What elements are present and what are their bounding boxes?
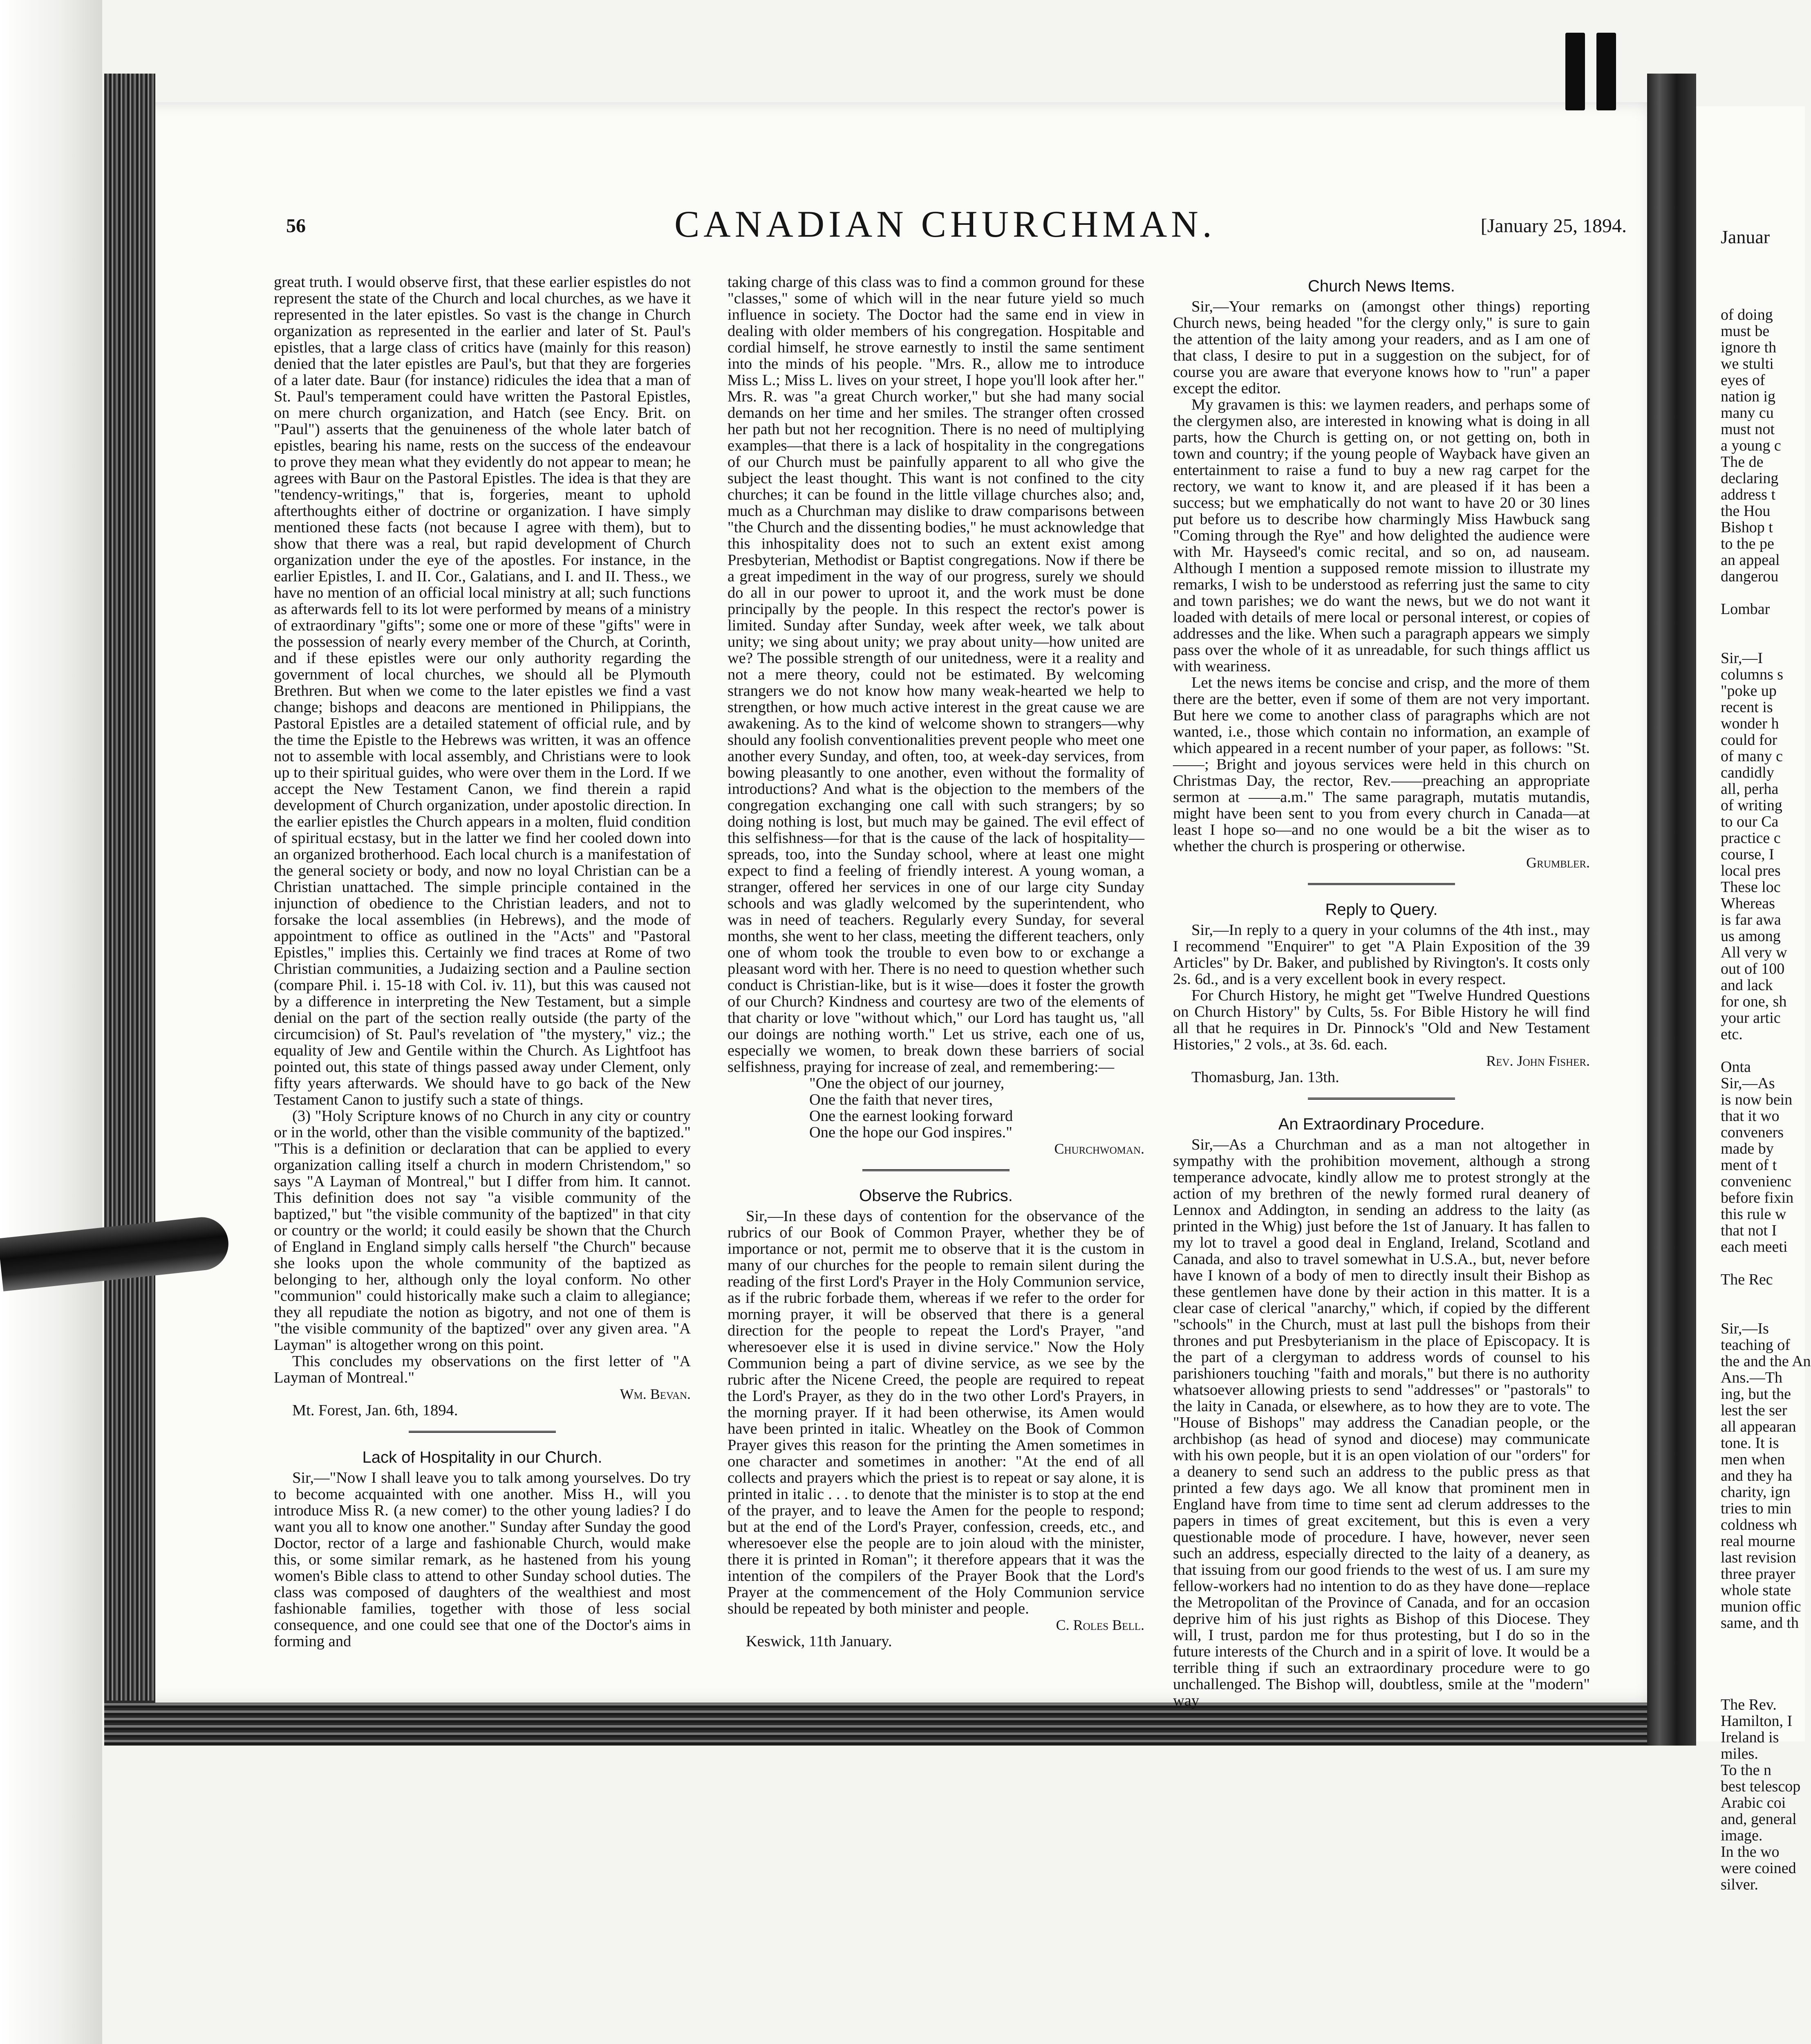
section-heading: Reply to Query.: [1325, 901, 1438, 919]
adjacent-page-line: teaching of: [1721, 1336, 1790, 1354]
article-paragraph: Sir,—In reply to a query in your columns of the 4th inst., may I recommend "Enquirer" to get "A Plain Exposition of the 39 Articles" by Dr. Baker, and published by Rivington's. It costs only 2s. 6d., and is a very excellent book in every respect.: [1173, 921, 1590, 988]
signature: C. Roles Bell.: [1056, 1617, 1144, 1633]
adjacent-page-line: Lombar: [1721, 601, 1770, 618]
scan-background: [0, 0, 102, 2044]
section-heading: Church News Items.: [1307, 277, 1455, 295]
adjacent-page-line: Ans.—Th: [1721, 1369, 1782, 1386]
adjacent-page-line: of writing: [1721, 797, 1782, 814]
book-page-edges: [104, 74, 155, 1737]
column-2: [728, 274, 1144, 1650]
newspaper-title: CANADIAN CHURCHMAN.: [674, 203, 1216, 245]
article-paragraph: (3) "Holy Scripture knows of no Church in any city or country or in the world, other than the visible community of the baptized." "This is a definition or declaration that can be applied to every organization calling itself a church in modern Christendom," so says "A Layman of Montreal," but I differ from him. It cannot. This definition does not say "a visible community of the baptized," but "the visible community of the baptized" in that city or country or the world; it could easily be shown that the Church of England in England simply calls herself "the Church" because she looks upon the whole community of the baptized as belonging to her, although only the loyal conform. No other "communion" could historically make such a claim to allegiance; they all repudiate the notion as bigotry, and not one of them is "the visible community of the baptized" over any given area. "A Layman" is altogether wrong on this point.: [274, 1107, 691, 1354]
adjacent-page-line: silver.: [1721, 1876, 1758, 1893]
adjacent-page-line: of many c: [1721, 748, 1783, 765]
place-date: Keswick, 11th January.: [746, 1633, 892, 1650]
section-divider: [1308, 883, 1455, 885]
adjacent-page-line: of doing: [1721, 306, 1773, 323]
adjacent-page-line: [1721, 1647, 1805, 1664]
adjacent-page-line: last revision: [1721, 1549, 1796, 1566]
adjacent-page-line: men when: [1721, 1451, 1785, 1468]
adjacent-page-line: many cu: [1721, 404, 1774, 421]
adjacent-page-line: that it wo: [1721, 1107, 1780, 1125]
adjacent-page-line: Ireland is: [1721, 1729, 1779, 1746]
adjacent-page-line: dangerou: [1721, 568, 1779, 585]
article-paragraph: For Church History, he might get "Twelve Hundred Questions on Church History" by Cults, 5s. For Bible History he will find all that he requires in Dr. Pinnock's "Old and New Testament Histories," 2 vols., at 3s. 6d. each.: [1173, 987, 1590, 1053]
adjacent-page-line: could for: [1721, 731, 1777, 749]
adjacent-page-line: real mourne: [1721, 1533, 1795, 1550]
adjacent-page-line: convenienc: [1721, 1173, 1792, 1190]
poem: [809, 1075, 1144, 1141]
adjacent-page-line: for one, sh: [1721, 993, 1787, 1010]
adjacent-page-line: columns s: [1721, 666, 1784, 683]
adjacent-page-line: that not I: [1721, 1222, 1777, 1239]
article-paragraph: Sir,—Your remarks on (amongst other things) reporting Church news, being headed "for the clergy only," is sure to gain the attention of the laity among your readers, and as I am one of that class, I desire to put in a suggestion on the subject, for of course you are aware that everyone knows how to "run" a paper except the editor.: [1173, 298, 1590, 397]
signature: Churchwoman.: [1054, 1141, 1144, 1157]
adjacent-page-line: [1721, 617, 1805, 634]
adjacent-page-line: course, I: [1721, 846, 1774, 863]
adjacent-page-line: address t: [1721, 486, 1776, 503]
column-1: [274, 274, 691, 1650]
adjacent-page-line: nation ig: [1721, 388, 1776, 405]
adjacent-page-line: must not: [1721, 421, 1775, 438]
adjacent-page-line: best telescop: [1721, 1778, 1801, 1795]
adjacent-page-line: [1721, 1304, 1805, 1320]
adjacent-page-line: The Rec: [1721, 1271, 1773, 1288]
adjacent-page-line: [1721, 1255, 1805, 1271]
adjacent-page-line: In the wo: [1721, 1843, 1780, 1860]
article-paragraph: This concludes my observations on the first letter of "A Layman of Montreal.": [274, 1353, 691, 1386]
adjacent-page-line: is now bein: [1721, 1091, 1793, 1108]
article-paragraph: taking charge of this class was to find a common ground for these "classes," some of which will in the near future yield so much influence in society. The Doctor had the same end in view in dealing with older members of his congregation. Hospitable and cordial himself, he strove earnestly to instil the same sentiment into the minds of his people. "Mrs. R., allow me to introduce Miss L.; Miss L. lives on your street, I hope you'll look after her." Mrs. R. was "a great Church worker," but she had many social demands on her time and her smiles. The stranger often crossed her path but not her recognition. There is no need of multiplying examples—that there is a lack of hospitality in the congregations of our Church must be painfully apparent to all who give the subject the least thought. This want is not confined to the city churches; it can be found in the little village churches also; and, much as a Churchman may dislike to draw comparisons between "the Church and the dissenting bodies," he must acknowledge that this inhospitality does not to such an extent exist among Presbyterian, Methodist or Baptist congregations. Now if there be a great impediment in the way of our progress, surely we should do all in our power to uproot it, and the work must be done principally by the people. In this respect the rector's power is limited. Sunday after Sunday, week after week, we talk about unity; we sing about unity; we pray about unity—how united are we? The possible strength of our unitedness, were it a reality and not a mere theory, could not be estimated. By welcoming strangers we do not know how many weak-hearted we help to strengthen, or how much active interest in the great cause we are awakening. As to the kind of welcome shown to strangers—why should any foolish conventionalities prevent people who meet one another every Sunday, and often, too, at week-day services, from bowing pleasantly to one another, even without the formality of introductions? And what is the objection to the members of the congregation exchanging one call with such strangers; by so doing nothing is lost, but much may be gained. The evil effect of this selfishness—for that is the cause of the lack of hospitality—spreads, too, into the Sunday school, where at least one might expect to find a feeling of friendly interest. A young woman, a stranger, offered her services in one of our large city Sunday schools and was gladly welcomed by the superintendent, who was in need of teachers. Regularly every Sunday, for several months, she went to her class, meeting the different teachers, only one of whom took the trouble to even bow to or exchange a pleasant word with her. There is no need to question whether such conduct is Christian-like, but is it wise—does it foster the growth of our Church? Kindness and courtesy are two of the elements of that charity or love "without which," our Lord has taught us, "all our doings are nothing worth." Let us strive, each one of us, especially we women, to break down these barriers of social selfishness, praying for increase of zeal, and remembering:—: [728, 273, 1145, 1076]
adjacent-page-line: an appeal: [1721, 551, 1780, 569]
adjacent-page-line: and lack: [1721, 977, 1773, 994]
adjacent-page-line: and, general: [1721, 1811, 1797, 1828]
adjacent-page-line: out of 100: [1721, 960, 1785, 977]
registration-mark-top: [1565, 33, 1618, 110]
adjacent-page-line: were coined: [1721, 1860, 1796, 1877]
adjacent-page-line: practice c: [1721, 829, 1781, 847]
adjacent-page-line: and they ha: [1721, 1467, 1793, 1484]
adjacent-page-line: charity, ign: [1721, 1484, 1791, 1501]
adjacent-page-line: ing, but the: [1721, 1385, 1791, 1403]
adjacent-page-line: Hamilton, I: [1721, 1712, 1793, 1730]
adjacent-page-line: Sir,—As: [1721, 1075, 1775, 1092]
adjacent-page-line: [1721, 1664, 1805, 1680]
signature: Wm. Bevan.: [620, 1386, 691, 1402]
adjacent-page-line: the and the An: [1721, 1353, 1811, 1370]
adjacent-page-line: tries to min: [1721, 1500, 1792, 1517]
section-divider: [1308, 1098, 1455, 1100]
section-heading: An Extraordinary Procedure.: [1278, 1115, 1485, 1133]
adjacent-page-line: ment of t: [1721, 1156, 1777, 1174]
adjacent-page-line: the Hou: [1721, 502, 1771, 520]
adjacent-page-line: declaring: [1721, 470, 1779, 487]
place-date: Mt. Forest, Jan. 6th, 1894.: [292, 1402, 458, 1419]
book-gutter: [1647, 74, 1696, 1746]
adjacent-page-line: eyes of: [1721, 372, 1765, 389]
adjacent-page-line: conveners: [1721, 1124, 1784, 1141]
adjacent-page-line: "poke up: [1721, 682, 1777, 699]
place-date: Thomasburg, Jan. 13th.: [1191, 1069, 1339, 1086]
adjacent-page-line: all appearan: [1721, 1418, 1796, 1435]
adjacent-page-line: recent is: [1721, 699, 1773, 716]
adjacent-page-line: ignore th: [1721, 339, 1777, 356]
adjacent-page-line: lest the ser: [1721, 1402, 1787, 1419]
adjacent-page-line: [1721, 585, 1805, 601]
adjacent-page-line: wonder h: [1721, 715, 1779, 732]
page-number: 56: [286, 215, 306, 237]
adjacent-page-line: three prayer: [1721, 1565, 1795, 1582]
adjacent-page-line: Sir,—I: [1721, 650, 1763, 667]
article-paragraph: My gravamen is this: we laymen readers, and perhaps some of the clergymen also, are interested in knowing what is doing in all parts, how the Church is getting on, or not getting on, both in town and country; if the young people of Wayback have given an entertainment to raise a fund to buy a new rag carpet for the rectory, we want to know it, and are pleased if it has been a success; but we emphatically do not want to have 20 or 30 lines put before us to describe how charmingly Miss Hawbuck sang "Coming through the Rye" and how delighted the audience were with Mr. Hayseed's comic recital, and so on, ad nauseam. Although I mention a supposed remote mission to illustrate my remarks, I wish to be understood as referring just the same to city and town parishes; we do want the news, but we do not want it loaded with details of mere local or personal interest, or copies of addresses and the like. When such a paragraph appears we simply pass over the whole of it as unreadable, for such things afflict us with weariness.: [1173, 396, 1590, 675]
adjacent-page-line: coldness wh: [1721, 1516, 1797, 1533]
adjacent-page-line: [1721, 634, 1805, 650]
adjacent-page-lines: [1696, 306, 1811, 1893]
column-3: [1173, 274, 1590, 1709]
section-divider: [862, 1169, 1010, 1171]
adjacent-page-line: same, and th: [1721, 1614, 1799, 1632]
adjacent-page-line: must be: [1721, 323, 1770, 340]
adjacent-page-line: [1721, 1288, 1805, 1304]
article-paragraph: Sir,—As a Churchman and as a man not altogether in sympathy with the prohibition movement, although a strong temperance advocate, kindly allow me to protest strongly at the action of my brethren of the newly formed rural deanery of Lennox and Addington, in sending an address to the laity (as printed in the Whig) just before the 1st of January. It has fallen to my lot to travel a good deal in England, Ireland, Scotland and Canada, and also to travel somewhat in U.S.A., but, never before have I known of a body of men to directly insult their Bishop as these gentlemen have done by their action in this matter. It is a clear case of clerical "anarchy," which, if copied by the different "schools" in the Church, must at last pull the bishops from their thrones and put Presbyterianism in the place of Episcopacy. It is the part of a clergyman to address words of counsel to his parishioners touching "faith and morals," but there is no authority whatsoever allowing priests to send "addresses" or "pastorals" to the laity in Canada, or elsewhere, as to how they are to vote. The "House of Bishops" may address the Canadian people, or the archbishop (as head of synod and diocese) may communicate with his own people, but it is an open violation of our "orders" for a deanery to send such an address to the public press as that printed a few days ago. We all know that prominent men in England have from time to time sent ad clerum addresses to the papers in times of great excitement, but this is even a very questionable mode of procedure. I have, however, never seen such an address, especially directed to the laity of a deanery, as that issuing from our good friends to the west of us. I am sure my fellow-workers had no intention to do as they have done—replace the Metropolitan of the Province of Canada, and for an occasion deprive him of his just rights as Bishop of this Diocese. They will, I trust, pardon me for thus protesting, but I do so in the future interests of the Church and in a spirit of love. It would be a terrible thing if such an extraordinary procedure were to go unchallenged. The Bishop will, doubtless, smile at the "modern" way: [1173, 1136, 1590, 1709]
adjacent-page-line: Onta: [1721, 1058, 1751, 1076]
adjacent-page-line: to our Ca: [1721, 813, 1779, 830]
adjacent-page-line: candidly: [1721, 764, 1774, 781]
adjacent-page-line: all, perha: [1721, 780, 1779, 798]
adjacent-page-line: Whereas: [1721, 895, 1775, 912]
adjacent-page-line: a young c: [1721, 437, 1781, 454]
article-paragraph: Let the news items be concise and crisp, and the more of them there are the better, even if some of them are not very important. But here we come to another class of paragraphs which are not wanted, i.e., those which contain no information, an example of which appeared in a recent number of your paper, as follows: "St.——; Bright and joyous services were held in this church on Christmas Day, the rector, Rev.——preaching an appropriate sermon at ——a.m." The same paragraph, mutatis mutandis, might have been sent to you from every church in Canada—at least I hope so—and no one would be a bit the wiser as to whether the church is prospering or otherwise.: [1173, 674, 1590, 855]
adjacent-page-line: your artic: [1721, 1009, 1781, 1026]
adjacent-page-line: image.: [1721, 1827, 1763, 1844]
section-divider: [409, 1431, 556, 1433]
poem-line: One the hope our God inspires.": [809, 1124, 1012, 1141]
section-heading: Observe the Rubrics.: [859, 1187, 1013, 1205]
adjacent-page-line: The Rev.: [1721, 1696, 1777, 1713]
adjacent-page-line: we stulti: [1721, 355, 1774, 372]
adjacent-page-line: this rule w: [1721, 1206, 1786, 1223]
article-paragraph: great truth. I would observe first, that these earlier espistles do not represent the state of the Church and local churches, as we have it represented in the later epistles. So vast is the change in Church organization as represented in the earlier and later of St. Paul's epistles, that a large class of critics have (mainly for this reason) denied that the later epistles are Paul's, but that they are forgeries of a later date. Baur (for instance) ridicules the idea that a man of St. Paul's temperament could have written the Pastoral Epistles, on mere church organization, and Hatch (see Ency. Brit. on "Paul") asserts that the genuineness of the whole later batch of epistles, bearing his name, rests on the success of the endeavour to prove they mean what they evidently do not appear to mean; he agrees with Baur on the Pastoral Epistles. The idea is that they are "tendency-writings," that is, forgeries, meant to uphold afterthoughts either of doctrine or organization. I have simply mentioned these facts (not because I agree with them), but to show that there was a real, but rapid development of Church organization under the eye of the apostles. For instance, in the earlier Epistles, I. and II. Cor., Galatians, and I. and II. Thess., we have no mention of an official local ministry at all; such functions as afterwards fell to its lot were performed by means of a ministry of extraordinary "gifts"; some one or more of these "gifts" were in the possession of nearly every member of the Church, at Corinth, and if these epistles were our only authority regarding the government of local churches, we should all be Plymouth Brethren. But when we come to the later epistles we find a vast change; bishops and deacons are mentioned in Philippians, the Pastoral Epistles are a detailed statement of official rule, and by the time the Epistle to the Hebrews was written, it was an offence not to assemble with local assembly, and Christians were to look up to their spiritual guides, who were over them in the Lord. If we accept the New Testament Canon, we find therein a rapid development of Church organization, under apostolic direction. In the earlier epistles the Church appears in a molten, fluid condition of spiritual ecstasy, but in the latter we find her cooled down into an organized brotherhood. Each local church is a manifestation of the general society or body, and now no loyal Christian can be a Christian unattached. The simple principle contained in the injunction of obedience to the Christian leaders, and not to forsake the local assemblies (in Hebrews), and the mode of appointment to office as outlined in the "Acts" and "Pastoral Epistles," implies this. Certainly we find traces at Rome of two Christian communities, a Judaizing section and a Pauline section (compare Phil. i. 15-18 with Col. iv. 11), but this was caused not by a difference in interpreting the New Testament, but a simple denial on the part of the section really outside (the party of the circumcision) of St. Paul's revelation of "the mystery," viz.; the equality of Jew and Gentile within the Church. As Lightfoot has pointed out, this state of things passed away under Clement, only fifty years afterwards. We should have to go back of the New Testament Canon to justify such a state of things.: [274, 273, 691, 1108]
article-paragraph: Sir,—In these days of contention for the observance of the rubrics of our Book of Common Prayer, whether they be of importance or not, permit me to observe that it is the custom in many of our churches for the people to remain silent during the reading of the first Lord's Prayer in the Holy Communion service, as if the rubric forbade them, whereas if we refer to the order for morning prayer, it will be observed that there is a general direction for the people to repeat the Lord's Prayer, "and wheresoever else it is used in divine service." Now the Holy Communion being a part of divine service, as we see by the rubric after the Nicene Creed, the people are required to repeat the Lord's Prayer, as they do in the two other Lord's Prayers, in the morning prayer. If it had been otherwise, its Amen would have been printed in italic. Wheatley on the Book of Common Prayer gives this reason for the printing the Amen sometimes in one character and sometimes in another: "At the end of all collects and prayers which the priest is to repeat or say alone, it is printed in italic . . . to denote that the minister is to stop at the end of the prayer, and to leave the Amen for the people to respond; but at the end of the Lord's Prayer, confession, creeds, etc., and wheresoever else the people are to join aloud with the minister, there it is printed in Roman"; it therefore appears that it was the intention of the compilers of the Prayer Book that the Lord's Prayer at the commencement of the Holy Communion service should be repeated by both minister and people.: [728, 1208, 1144, 1617]
adjacent-page-line: All very w: [1721, 944, 1787, 961]
adjacent-page-line: made by: [1721, 1140, 1774, 1157]
adjacent-page-line: miles.: [1721, 1745, 1758, 1762]
adjacent-page-line: These loc: [1721, 879, 1781, 896]
poem-line: "One the object of our journey,: [809, 1075, 1005, 1092]
signature: Rev. John Fisher.: [1486, 1053, 1590, 1069]
adjacent-page-line: etc.: [1721, 1026, 1743, 1043]
adjacent-page-line: [1721, 1042, 1805, 1059]
adjacent-page-line: tone. It is: [1721, 1434, 1779, 1452]
adjacent-page-line: Bishop t: [1721, 519, 1773, 536]
adjacent-page-line: The de: [1721, 453, 1764, 471]
adjacent-page-line: Sir,—Is: [1721, 1320, 1769, 1337]
adjacent-page-line: us among: [1721, 928, 1781, 945]
article-paragraph: Sir,—"Now I shall leave you to talk among yourselves. Do try to become acquainted with one another. Miss H., will you introduce Miss R. (a new comer) to the other young ladies? I do want you all to know one another." Sunday after Sunday the good Doctor, rector of a large and fashionable Church, would make this, or some similar remark, as he hastened from his young women's Bible class to attend to other Sunday school duties. The class was composed of daughters of the wealthiest and most fashionable families, together with those of less social consequence, and one could see that one of the Doctor's aims in forming and: [274, 1469, 691, 1650]
adjacent-page-line: whole state: [1721, 1582, 1791, 1599]
signature: Grumbler.: [1526, 854, 1590, 871]
poem-line: One the faith that never tires,: [809, 1091, 993, 1108]
adjacent-page-line: before fixin: [1721, 1189, 1794, 1206]
adjacent-page-line: is far awa: [1721, 911, 1781, 928]
adjacent-page-line: [1721, 1680, 1805, 1697]
issue-date: [January 25, 1894.: [1480, 215, 1627, 237]
page-header: [286, 202, 1627, 247]
adjacent-page: [1696, 106, 1811, 1893]
adjacent-page-line: Arabic coi: [1721, 1794, 1786, 1811]
adjacent-page-header: Januar: [1721, 226, 1770, 247]
section-heading: Lack of Hospitality in our Church.: [362, 1448, 602, 1466]
adjacent-page-line: To the n: [1721, 1762, 1771, 1779]
adjacent-page-line: to the pe: [1721, 535, 1774, 552]
adjacent-page-line: munion offic: [1721, 1598, 1801, 1615]
poem-line: One the earnest looking forward: [809, 1107, 1013, 1125]
adjacent-page-line: each meeti: [1721, 1238, 1788, 1255]
adjacent-page-line: local pres: [1721, 862, 1781, 879]
adjacent-page-line: [1721, 1631, 1805, 1647]
